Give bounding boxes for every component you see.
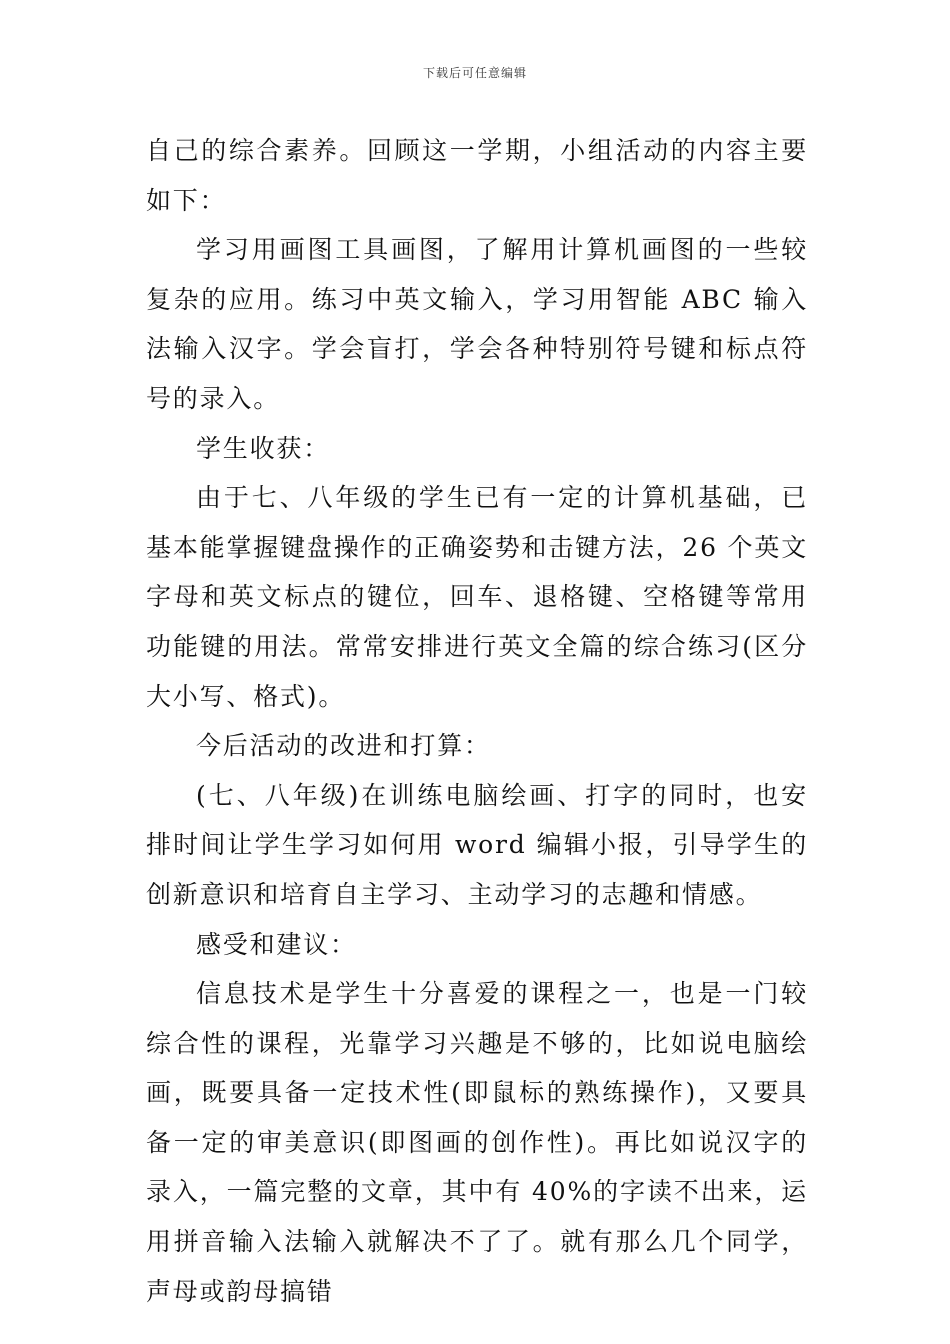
heading-student-gains: 学生收获： (196, 433, 331, 463)
heading-future-plans: 今后活动的改进和打算： (196, 731, 491, 761)
heading-reflections: 感受和建议： (196, 929, 357, 959)
paragraph-intro: 自己的综合素养。回顾这一学期，小组活动的内容主要如下： (146, 136, 808, 215)
document-body (146, 126, 808, 1316)
paragraph-activities: 学习用画图工具画图，了解用计算机画图的一些较复杂的应用。练习中英文输入，学习用智能 ABC 输入法输入汉字。学会盲打，学会各种特别符号键和标点符号的录入。 (146, 235, 808, 413)
paragraph-reflections: 信息技术是学生十分喜爱的课程之一，也是一门较综合性的课程，光靠学习兴趣是不够的，比如说电脑绘画，既要具备一定技术性(即鼠标的熟练操作)，又要具备一定的审美意识(即图画的创作性)。再比如说汉字的录入，一篇完整的文章，其中有 40%的字读不出来，运用拼音输入法输入就解决不了了。就有那么几个同学，声母或韵母搞错 (146, 979, 808, 1306)
page-header: 下载后可任意编辑 (422, 66, 527, 80)
paragraph-future-plans: (七、八年级)在训练电脑绘画、打字的同时，也安排时间让学生学习如何用 word 编辑小报，引导学生的创新意识和培育自主学习、主动学习的志趣和情感。 (146, 780, 808, 909)
paragraph-student-gains: 由于七、八年级的学生已有一定的计算机基础，已基本能掌握键盘操作的正确姿势和击键方法，26 个英文字母和英文标点的键位，回车、退格键、空格键等常用功能键的用法。常常安排进行英文全篇的综合练习(区分大小写、格式)。 (146, 483, 808, 711)
